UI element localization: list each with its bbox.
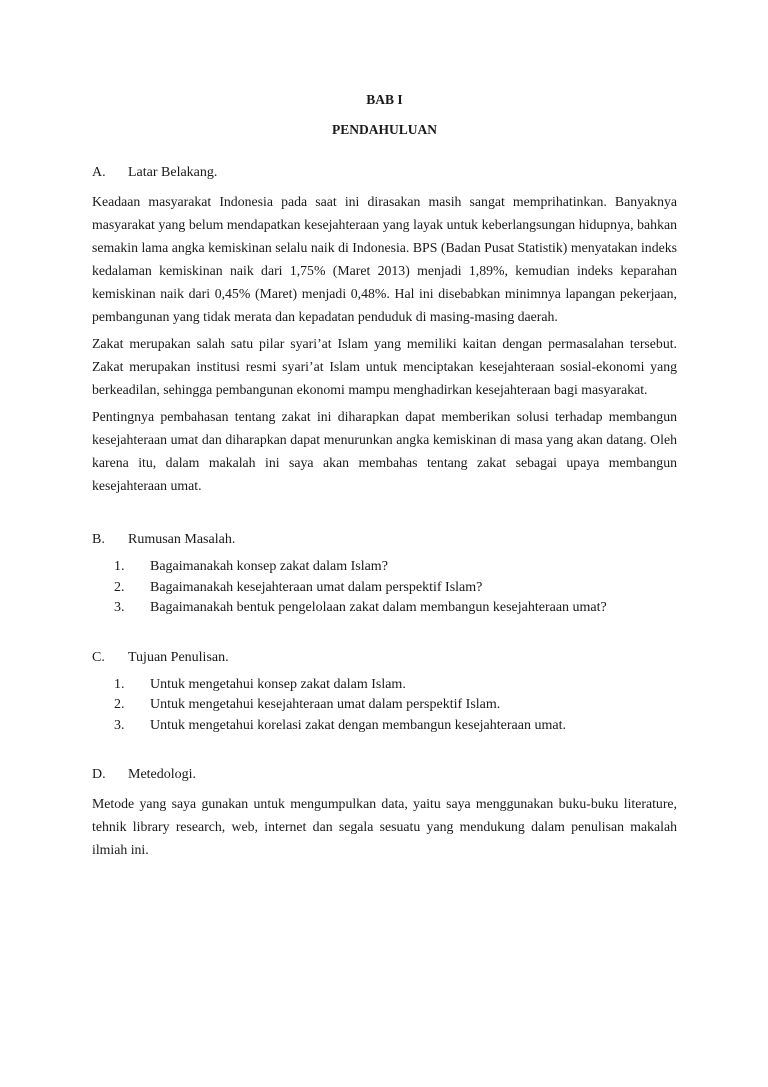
list-item — [92, 598, 677, 619]
section-d-paragraph-1: Metode yang saya gunakan untuk mengumpulkan data, yaitu saya menggunakan buku-buku literature, tehnik library research, web, internet dan segala sesuatu yang mendukung dalam penulisan makalah ilmiah ini. — [92, 796, 677, 857]
list-item-text: Bagaimanakah kesejahteraan umat dalam perspektif Islam? — [150, 579, 483, 595]
list-item-text: Untuk mengetahui kesejahteraan umat dalam perspektif Islam. — [150, 697, 501, 712]
section-d-heading — [92, 766, 677, 784]
section-a-letter: A. — [92, 165, 106, 180]
list-item-text: Bagaimanakah konsep zakat dalam Islam? — [150, 559, 388, 574]
list-item-text: Untuk mengetahui konsep zakat dalam Islam. — [150, 676, 406, 692]
section-a-paragraph-2: Zakat merupakan salah satu pilar syari’at Islam yang memiliki kaitan dengan permasalahan tersebut. Zakat merupakan institusi resmi syari’at Islam untuk menciptakan kesejahteraan sosial-ekonomi yang berkeadilan, sehingga pembangunan ekonomi mampu menghadirkan kesejahteraan bagi masyarakat. — [92, 336, 677, 397]
list-item — [92, 557, 677, 578]
list-item-number: 3. — [114, 717, 125, 733]
list-item — [92, 716, 677, 737]
list-item-number: 1. — [114, 559, 125, 574]
list-item — [92, 695, 677, 716]
list-item-number: 2. — [114, 697, 125, 712]
section-a-paragraph-1: Keadaan masyarakat Indonesia pada saat ini dirasakan masih sangat memprihatinkan. Banyaknya masyarakat yang belum mendapatkan kesejahteraan yang layak untuk keberlangsungan hidupnya, bahkan semakin lama angka kemiskinan selalu naik di Indonesia. BPS (Badan Pusat Statistik) menyatakan indeks kedalaman kemiskinan naik dari 1,75% (Maret 2013) menjadi 1,89%, kemudian indeks keparahan kemiskinan naik dari 0,45% (Maret) menjadi 0,48%. Hal ini disebabkan minimnya lapangan pekerjaan, pembangunan yang tidak merata dan kepadatan penduduk di masing-masing daerah. — [92, 194, 677, 324]
chapter-title: PENDAHULUAN — [331, 122, 437, 137]
section-a-heading — [92, 164, 677, 182]
section-b-letter: B. — [92, 532, 105, 547]
section-c-list — [92, 675, 677, 737]
list-item — [92, 675, 677, 696]
section-b-title: Rumusan Masalah. — [128, 532, 236, 547]
section-a-paragraph-3: Pentingnya pembahasan tentang zakat ini diharapkan dapat memberikan solusi terhadap membangun kesejahteraan umat dan diharapkan dapat menurunkan angka kemiskinan di masa yang akan datang. Oleh karena itu, dalam makalah ini saya akan membahas tentang zakat sebagai upaya membangun kesejahteraan umat. — [92, 409, 677, 493]
document-page — [92, 92, 677, 865]
list-item-number: 1. — [114, 676, 125, 692]
list-item-number: 3. — [114, 600, 125, 615]
section-d-title: Metedologi. — [128, 767, 197, 782]
list-item — [92, 578, 677, 599]
chapter-number: BAB I — [366, 92, 403, 107]
section-c-letter: C. — [92, 649, 105, 665]
section-b-list — [92, 557, 677, 619]
list-item-number: 2. — [114, 579, 125, 595]
section-c-heading — [92, 649, 677, 667]
list-item-text: Bagaimanakah bentuk pengelolaan zakat dalam membangun kesejahteraan umat? — [150, 600, 607, 615]
section-b-heading — [92, 531, 677, 549]
list-item-text: Untuk mengetahui korelasi zakat dengan membangun kesejahteraan umat. — [150, 717, 566, 733]
section-c-title: Tujuan Penulisan. — [128, 649, 229, 665]
section-d-letter: D. — [92, 767, 106, 782]
section-a-title: Latar Belakang. — [128, 165, 218, 180]
